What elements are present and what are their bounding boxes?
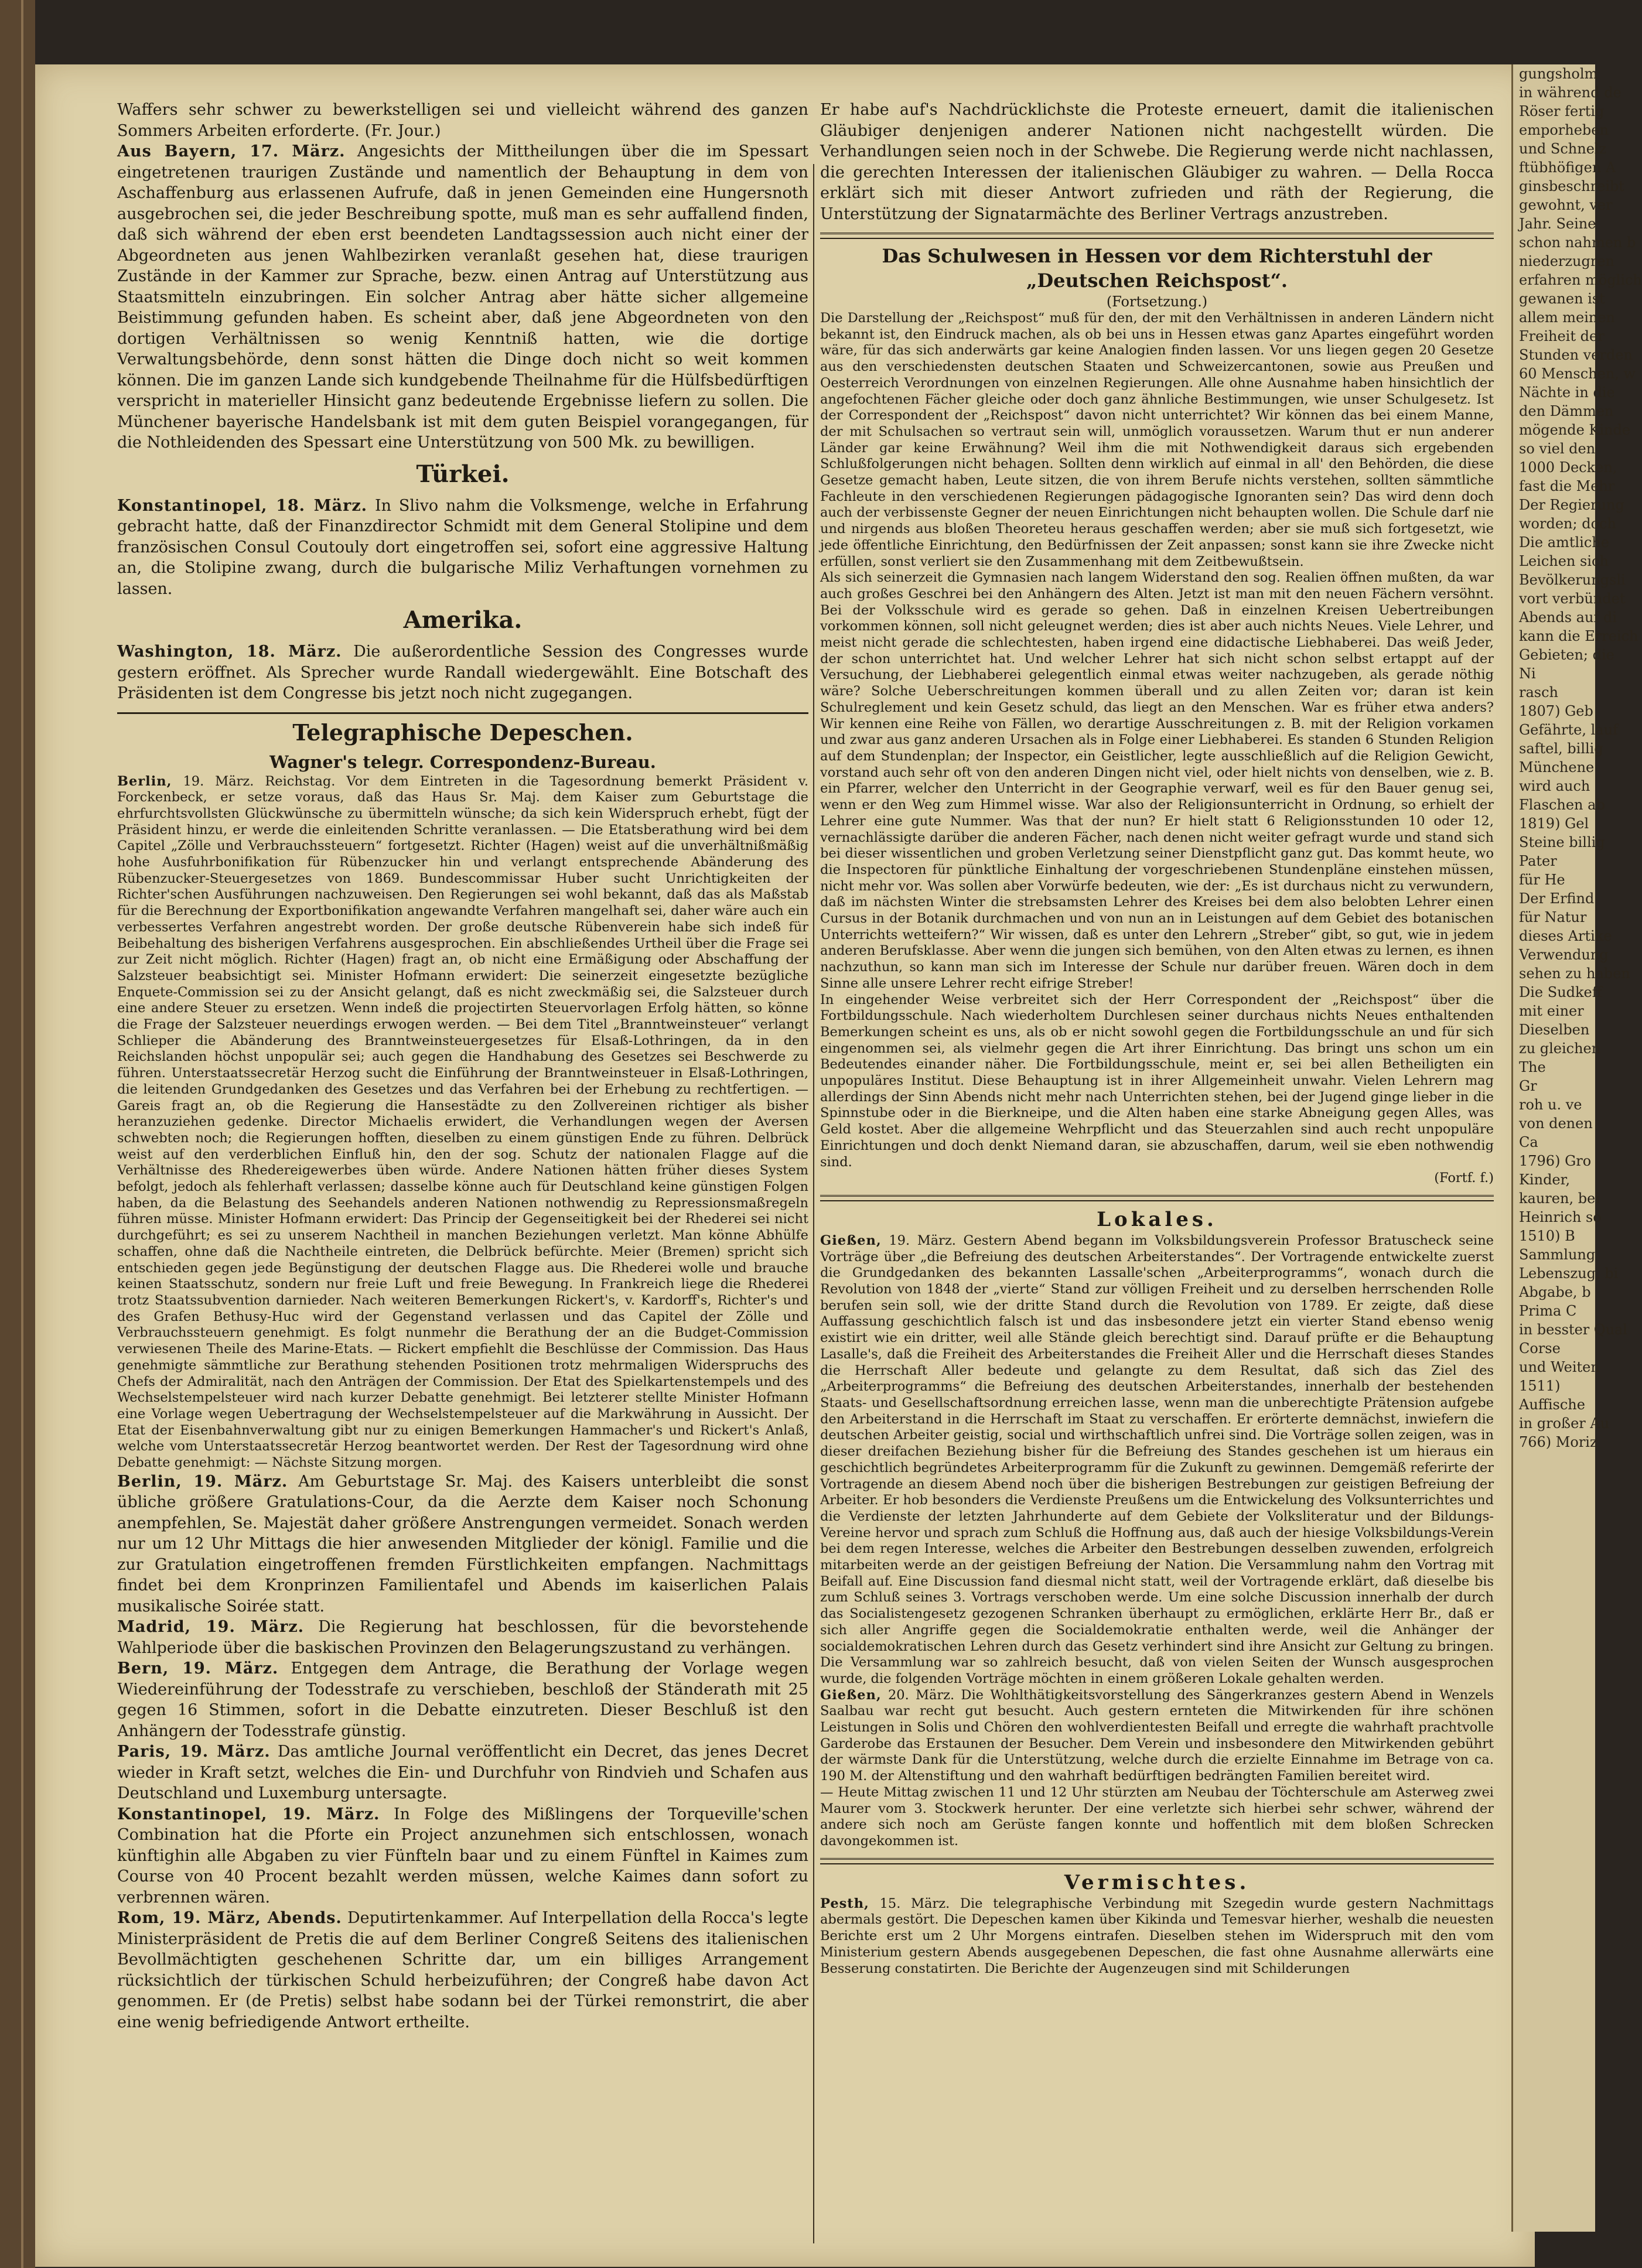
adjacent-page-fragment: gewohnt, ver <box>1519 197 1613 213</box>
schulwesen-fortsetzung-folgt: (Fortf. f.) <box>1434 1170 1494 1186</box>
article-pesth <box>820 1896 1494 1977</box>
article-bayern <box>117 141 808 453</box>
section-rule <box>820 233 1494 239</box>
adjacent-page-fragment: für He <box>1519 872 1565 888</box>
adjacent-page-fragment: dieses Artike <box>1519 928 1612 944</box>
adjacent-page-fragment: rasch <box>1519 684 1558 701</box>
dateline-washington: Washington, 18. März. <box>117 643 342 661</box>
subhead-correspondenz-bureau: Wagner's telegr. Correspondenz-Bureau. <box>269 752 656 772</box>
adjacent-page-fragment: ginsbeschreibt <box>1519 178 1624 194</box>
text-berlin-reichstag: 19. März. Reichstag. Vor dem Eintreten in die Tagesordnung bemerkt Präsident v. Forckenbeck, er setze voraus, daß das Haus Sr. Maj. dem Kaiser zum Geburtstage die ehrfurchtsvollsten Glückwünsche zu übermitteln wünsche; da sich kein Widerspruch erhebt, fügt der Präsident hinzu, er werde die einleitenden Schritte veranlassen. — Die Etatsberathung wird bei dem Capitel „Zölle und Verbrauchssteuern“ fortgesetzt. Richter (Hagen) weist auf die unverhältnißmäßig hohe Ausfuhrbonifikation für Rübenzucker hin und verlangt entsprechende Abänderung des Rübenzucker-Steuergesetzes von 1869. Bundescommissar Huber sucht Unrichtigkeiten der Richter'schen Ausführungen nachzuweisen. Den Regierungen sei wohl bekannt, daß das als Maßstab für die Berechnung der Exportbonifikation angewandte Verfahren mangelhaft sei, daher wäre auch ein verbessertes Verfahren angestrebt worden. Der große deutsche Rübenverein habe sich indeß für Beibehaltung des bisherigen Verfahrens ausgesprochen. Ein abschließendes Urtheil über die Frage sei zur Zeit nicht möglich. Richter (Hagen) fragt an, ob nicht eine Ermäßigung oder Abschaffung der Salzsteuer beabsichtigt sei. Minister Hofmann erwidert: Die seinerzeit eingesetzte bezügliche Enquete-Commission sei zu der Ansicht gelangt, daß es nicht zweckmäßig sei, die Salzsteuer durch eine andere Steuer zu ersetzen. Wenn indeß die projectirten Steuervorlagen Erfolg hätten, so könne die Frage der Salzsteuer neuerdings erwogen werden. — Bei dem Titel „Branntweinsteuer“ verlangt Schlieper die Abänderung des Branntweinsteuergesetzes für Elsaß-Lothringen, da in den Reichslanden höchst unpopulär sei; auch gegen die Handhabung des Gesetzes sei Beschwerde zu führen. Unterstaatssecretär Herzog sucht die Einführung der Branntweinsteuer in Elsaß-Lothringen, die leitenden Grundgedanken des Gesetzes und das Verfahren bei der Erhebung zu rechtfertigen. — Gareis fragt an, ob die Regierung die Hansestädte zu den Zollvereinen richtiger als bisher heranzuziehen gedenke. Director Michaelis erwidert, die Verhandlungen wegen der Aversen schwebten noch; die Regierungen hofften, dieselben zu einem günstigen Ende zu führen. Delbrück weist auf den verderblichen Einfluß hin, den der sog. Schutz der nationalen Flagge auf die Verhältnisse des Rhedereigewerbes üben würde. Andere Nationen hätten früher dieses System befolgt, jedoch als fehlerhaft verlassen; dasselbe könne auch für Deutschland keine günstigen Folgen haben, da die Belastung des Seehandels anderen Nationen nothwendig zu Repressionsmaßregeln führen müsse. Minister Hofmann erwidert: Das Princip der Gegenseitigkeit bei der Rhederei sei nicht durchgeführt; es sei zu unserem Nachtheil in manchen Beziehungen verletzt. Man könne Abhülfe schaffen, ohne daß die Nachtheile eintreten, die Delbrück befürchte. Meier (Bremen) spricht sich entschieden gegen jede Begünstigung der deutschen Flagge aus. Die Rhederei wolle und brauche keinen Staatsschutz, sondern nur freie Luft und freie Bewegung. In Frankreich liege die Rhederei trotz Staatssubvention darnieder. Nach weiteren Bemerkungen Rickert's, v. Kardorff's, Richter's und des Grafen Bethusy-Huc wird der Gegenstand verlassen und das Capitel der Zölle und Verbrauchssteuern genehmigt. Es folgt nunmehr die Berathung der an die Budget-Commission verwiesenen Theile des Marine-Etats. — Rickert empfiehlt die Beschlüsse der Commission. Das Haus genehmigte sämmtliche zur Berathung stehenden Positionen trotz mehrmaligen Widerspruchs des Chefs der Admiralität, nach den Anträgen der Commission. Der Etat des Spielkartenstempels und des Wechselstempelsteuer wird nach kurzer Debatte genehmigt. Bei letzterer stellte Minister Hofmann eine Vorlage wegen Uebertragung der Wechselstempelsteuer auf die Markwährung in Aussicht. Der Etat der Eisenbahnverwaltung gibt nur zu einigen Bemerkungen Hammacher's und Rickert's Anlaß, welche vom Unterstaatssecretär Herzog beantwortet werden. Der Rest der Tagesordnung wird ohne Debatte genehmigt: — Nächste Sitzung morgen. <box>117 773 808 1471</box>
article-paris <box>117 1741 808 1804</box>
text-paris: Das amtliche Journal veröffentlicht ein Decret, das jenes Decret wieder in Kraft setzt, welches die Ein- und Durchfuhr von Rindvieh und Schafen aus Deutschland und Luxemburg untersagte. <box>117 1743 808 1803</box>
article-rom <box>117 1908 808 2033</box>
article-giessen-3: — Heute Mittag zwischen 11 und 12 Uhr stürzten am Neubau der Töchterschule am Asterweg zwei Maurer vom 3. Stockwerk herunter. Der eine verletzte sich hierbei sehr schwer, während der andere sich noch am Gerüste fangen konnte und hoffentlich mit dem bloßen Schrecken davongekommen ist. <box>820 1784 1494 1849</box>
article-konstantinopel-2 <box>117 1804 808 1908</box>
adjacent-page-fragment: vort verbündet <box>1519 590 1626 607</box>
adjacent-page-fragment: allem meinen <box>1519 309 1616 326</box>
adjacent-page-fragment: Ca <box>1519 1134 1538 1150</box>
adjacent-page-fragment: fast die Mehr <box>1519 478 1615 494</box>
adjacent-page-fragment: 1000 Decken, <box>1519 459 1617 476</box>
adjacent-page-fragment: Bevölkerungsli <box>1519 572 1626 588</box>
adjacent-page-fragment: The <box>1519 1059 1546 1075</box>
adjacent-page-fragment: 1807) Geb <box>1519 703 1593 719</box>
article-berlin-reichstag <box>117 774 808 1471</box>
heading-tuerkei: Türkei. <box>416 460 510 488</box>
intro-paragraph: Waffers sehr schwer zu bewerkstelligen sei und vielleicht während des ganzen Sommers Arbeiten erforderte. (Fr. Jour.) <box>117 101 808 140</box>
newspaper-page <box>35 64 1535 2267</box>
dateline-berlin-1: Berlin, <box>117 773 172 789</box>
article-giessen-2 <box>820 1688 1494 1785</box>
adjacent-page-fragment: Dieselben <box>1519 1022 1590 1038</box>
adjacent-page-fragment: Pater <box>1519 853 1557 869</box>
dateline-bayern: Aus Bayern, 17. März. <box>117 142 346 160</box>
adjacent-page-fragment: Ni <box>1519 665 1536 682</box>
dateline-giessen-1: Gießen, <box>820 1232 882 1248</box>
adjacent-page-fragment: Gr <box>1519 1078 1537 1094</box>
heading-vermischtes: Vermischtes. <box>1064 1870 1250 1894</box>
adjacent-page-fragment: Abends auf di <box>1519 609 1617 626</box>
article-konstantinopel-1 <box>117 496 808 600</box>
article-berlin-2 <box>117 1471 808 1617</box>
section-rule <box>820 1195 1494 1201</box>
adjacent-page-fragment: Die amtliche <box>1519 534 1609 551</box>
adjacent-page-fragment: Der Erfind <box>1519 890 1595 907</box>
adjacent-page-fragment: sehen zu haben <box>1519 965 1630 982</box>
right-column <box>820 100 1494 1977</box>
adjacent-page-fragment: Freiheit der <box>1519 328 1605 344</box>
adjacent-page-fragment: erfahren möglich <box>1519 272 1642 288</box>
schulwesen-paragraph-3: In eingehender Weise verbreitet sich der Herr Correspondent der „Reichspost“ über die Fortbildungsschule. Nach wiederholtem Durchlesen seiner durchaus nichts Neues enthaltenden Bemerkungen scheint es uns, als ob er nicht sowohl gegen die Fortbildungsschule an und für sich eingenommen sei, als vielmehr gegen die Art ihrer Einrichtung. Das bringt uns schon um ein Bedeutendes einander näher. Die Fortbildungsschule, meint er, sei bei allen Betheiligten ein unpopuläres Institut. Diese Behauptung ist in ihrer Allgemeinheit unwahr. Vielen Lehrern mag allerdings der Sinn Abends nicht mehr nach Unterrichten stehen, bei der Jugend ginge lieber in die Spinnstube oder in die Bierkneipe, und die Alten haben eine starke Abneigung gegen Alles, was Geld kostet. Aber die allgemeine Wehrpflicht und das Steuerzahlen sind auch recht unpopuläre Einrichtungen und doch denkt Niemand daran, sie abzuschaffen, darum, weil sie eben nothwendig sind. <box>820 992 1494 1170</box>
schulwesen-paragraph-2: Als sich seinerzeit die Gymnasien nach langem Widerstand den sog. Realien öffnen mußten, da war auch großes Geschrei bei den Anhängern des Alten. Jetzt ist man mit den neuen Fächern versöhnt. Bei der Volksschule wird es gerade so gehen. Daß in einzelnen Kreisen Uebertreibungen vorkommen können, soll nicht geleugnet werden; dies ist aber auch nichts Neues. Viele Lehrer, und meist nicht gerade die schlechtesten, haben irgend eine didactische Liebhaberei. Das weiß Jeder, der schon unterrichtet hat. Und welcher Lehrer hat sich nicht schon selbst ertappt auf der Versuchung, der Liebhaberei gelegentlich einmal etwas weiter nachzugeben, als gerade nöthig wäre? Solche Ueberschreitungen kommen überall und zu allen Zeiten vor; daran ist kein Schulreglement und kein Gesetz schuld, das liegt an den Menschen. War es früher etwa anders? Wir kennen eine Reihe von Fällen, wo derartige Ausschreitungen z. B. mit der Religion vorkamen und zwar aus ganz anderen Ursachen als in Folge einer Liebhaberei. Es standen 6 Stunden Religion auf dem Stundenplan; der Inspector, ein Geistlicher, legte ausschließlich auf die Religion Gewicht, vorstand auch sehr oft von den anderen Dingen nicht viel, oder hielt nichts von denselben, wie z. B. ein Pfarrer, welcher den Unterricht in der Geographie verwarf, weil es für den Bauer genug sei, wenn er den Weg zum Himmel wisse. War also der Religionsunterricht in Ordnung, so erhielt der Lehrer eine gute Nummer. Was that der nun? Er hielt statt 6 Religionsstunden 10 oder 12, vernachlässigte darüber die anderen Fächer, nach denen nicht weiter gefragt wurde und stand sich bei dieser wissentlichen und groben Verletzung seiner Dienstpflicht ganz gut. Das kommt heute, wo die Inspectoren für pünktliche Einhaltung der vorgeschriebenen Stundenpläne einstehen müssen, nicht mehr vor. Was sollen aber Vorwürfe bedeuten, wie der: „Es ist durchaus nicht zu verwundern, daß im nächsten Winter die strebsamsten Lehrer des Kreises bei dem also belobten Lehrer einen Cursus in der Botanik durchmachen und von nun an in Leistungen auf dem Gebiet des botanischen Unterrichts wetteifern?“ Wir wissen, daß es unter den Lehrern „Streber“ gibt, so gut, wie in jedem anderen Berufsklasse. Aber wenn die jungen sich bemühen, von den Alten etwas zu lernen, es ihnen nachzuthun, so kann man sich im Interesse der Schule nur darüber freuen. Wären doch in dem Sinne alle unsere Lehrer recht eifrige Streber! <box>820 570 1494 991</box>
heading-amerika: Amerika. <box>403 606 523 634</box>
adjacent-page-fragment: worden; doch <box>1519 515 1616 532</box>
adjacent-page-fragment: Röser fertig <box>1519 103 1605 119</box>
adjacent-page-fragment: Lebenszug, bi <box>1519 1265 1619 1282</box>
text-konstantinopel-1: In Slivo nahm die Volksmenge, welche in Erfahrung gebracht hatte, daß der Finanzdirector Schmidt mit dem General Stolipine und dem französischen Consul Coutouly dort eingetroffen sei, sofort eine aggressive Haltung an, die Stolipine zwang, durch die bulgarische Miliz Verhaftungen vornehmen zu lassen. <box>117 496 808 598</box>
adjacent-page-fragment: ftübhöfigen A <box>1519 159 1616 176</box>
dateline-rom: Rom, 19. März, Abends. <box>117 1909 342 1928</box>
text-konstantinopel-2: In Folge des Mißlingens der Torqueville'schen Combination hat die Pforte ein Project anzunehmen sich entschlossen, wonach künftighin alle Abgaben zu vier Fünfteln baar und zu einem Fünftel in Kaimes zum Course von 40 Procent bezahlt werden müssen, welche Kaimes dann sofort zu verbrennen wären. <box>117 1805 808 1907</box>
text-madrid: Die Regierung hat beschlossen, für die bevorstehende Wahlperiode über die baskischen Provinzen den Belagerungszustand zu verhängen. <box>117 1618 808 1657</box>
schulwesen-paragraph-1: Die Darstellung der „Reichspost“ muß für den, der mit den Verhältnissen in anderen Ländern nicht bekannt ist, den Eindruck machen, als ob bei uns in Hessen etwas ganz Apartes eingeführt worden wäre, für das sich anderwärts gar keine Analogien finden lassen. Vor uns liegen gegen 20 Gesetze aus den verschiedensten deutschen Staaten und Schweizercantonen, sowie aus Preußen und Oesterreich Verordnungen von einzelnen Regierungen. Alle ohne Ausnahme haben hinsichtlich der angefochtenen Fächer gleiche oder doch ganz ähnliche Bestimmungen, wie unser Schulgesetz. Ist der Correspondent der „Reichspost“ davon nicht unterrichtet? Wir können das bei einem Manne, der mit Schulsachen so vertraut sein will, unmöglich voraussetzen. Warum thut er nun anderer Länder gar keine Erwähnung? Weil ihm die mit Nothwendigkeit daraus sich ergebenden Schlußfolgerungen nicht behagen. Sollten denn wirklich auf einmal in all' den Behörden, die diese Gesetze gemacht haben, Leute sitzen, die von ihrem Berufe nichts verstehen, sollten sämmtliche Fachleute in den verschiedenen Regierungen pädagogische Ignoranten sein? Das wird denn doch auch der verbissenste Gegner der neuen Einrichtungen nicht behaupten wollen. Die Schule darf nie und nirgends aus bloßen Theoreteu heraus geschaffen werden; aber sie muß sich fortgesetzt, wie jede öffentliche Einrichtung, den Bedürfnissen der Zeit anpassen; sonst kann sie ihre Zwecke nicht erfüllen, sonst verliert sie den Zusammenhang mit dem Zeitbewußtsein. <box>820 310 1494 569</box>
adjacent-page-fragment: wird auch <box>1519 778 1590 794</box>
adjacent-page-fragment: und Weiten <box>1519 1359 1600 1375</box>
text-pesth: 15. März. Die telegraphische Verbindung mit Szegedin wurde gestern Nachmittags abermals gestört. Die Depeschen kamen über Kikinda und Temesvar hierher, weshalb die neuesten Berichte erst um 2 Uhr Morgens eintrafen. Dieselben stehen im Widerspruch mit den vom Ministerium gestern Abends ausgegebenen Depeschen, die fast ohne Ausnahme allerwärts eine Besserung constatirten. Die Berichte der Augenzeugen sind mit Schilderungen <box>820 1895 1494 1976</box>
adjacent-page-fragment: kauren, bei <box>1519 1190 1600 1207</box>
adjacent-page-fragment: gewanen ist <box>1519 291 1605 307</box>
text-bayern: Angesichts der Mittheilungen über die im Spessart eingetretenen traurigen Zustände und namentlich der Behauptung in dem von Aschaffenburg aus erlassenen Aufrufe, daß in jenen Gemeinden eine Hungersnoth ausgebrochen sei, die jeder Beschreibung spotte, muß man es sehr auffallend finden, daß sich während der eben erst beendeten Landtagssession auch nicht einer der Abgeordneten aus jenen Wahlbezirken veranlaßt gesehen hat, diese traurigen Zustände in der Kammer zur Sprache, bezw. einen Antrag auf Unterstützung aus Staatsmitteln einzubringen. Ein solcher Antrag aber hätte sicher allgemeine Beistimmung gefunden haben. Es scheint aber, daß jene Abgeordneten von den dortigen Verhältnissen so wenig Kenntniß hatten, wie die dortige Verwaltungsbehörde, denn sonst hätten die Dinge doch nicht so weit kommen können. Die im ganzen Lande sich kundgebende Theilnahme für die Hülfsbedürftigen verspricht in materieller Hinsicht ganz bedeutende Ergebnisse liefern zu sollen. Die Münchener bayerische Handelsbank ist mit dem guten Beispiel vorangegangen, für die Nothleidenden des Spessart eine Unterstützung von 500 Mk. zu bewilligen. <box>117 142 809 452</box>
adjacent-page-fragment: den Dämmen <box>1519 403 1614 419</box>
book-spine <box>0 0 35 2268</box>
adjacent-page-fragment: mit einer <box>1519 1003 1584 1019</box>
text-giessen-1: 19. März. Gestern Abend begann im Volksbildungsverein Professor Bratuscheck seine Vorträge über „die Befreiung des deutschen Arbeiterstandes“. Der Vortragende entwickelte zuerst die Grundgedanken des bekannten Lassalle'schen „Arbeiterprogramms“, wonach durch die Revolution von 1848 der „vierte“ Stand zur völligen Freiheit und zu derselben herrschenden Rolle berufen sein soll, wie der dritte Stand durch die Revolution von 1789. Er zeigte, daß diese Auffassung geschichtlich falsch ist und das insbesondere jetzt ein vierter Stand ebenso wenig existirt wie ein dritter, weil alle Stände gleich berechtigt sind. Darauf prüfte er die Behauptung Lasalle's, daß die Freiheit des Arbeiterstandes die Freiheit Aller und die Herrschaft dieses Standes die Herrschaft Aller bedeute und gelangte zu dem Resultat, daß sich das Ziel des „Arbeiterprogramms“ die Befreiung des deutschen Arbeiterstandes, innerhalb der bestehenden Staats- und Gesellschaftsordnung erreichen lasse, wenn man die unberechtigte Prätension aufgebe den Arbeiterstand in die Herrschaft im Staat zu verschaffen. Er erörterte demnächst, inwiefern die deutschen Arbeiter geistig, social und wirthschaftlich unfrei sind. Die Vorträge sollen zeigen, was in dieser dreifachen Beziehung bisher für die Befreiung des Standes geschehen ist um hieraus ein geschichtlich begründetes Arbeiterprogramm für die Zukunft zu gewinnen. Demgemäß referirte der Vortragende an diesem Abend noch über die bisherigen Bestrebungen zur geistigen Befreiung der Arbeiter. Er hob besonders die Verdienste Preußens um die Entwickelung des Volksunterrichtes und die Verdienste der letzten Jahrhunderte auf dem Gebiete der Volksliteratur und der Bildungs-Vereine hervor und sprach zum Schluß die Hoffnung aus, daß auch der hiesige Volksbildungs-Verein bei dem regen Interesse, welches die Arbeiter den Bestrebungen desselben zuwenden, erfolgreich mitarbeiten werde an der geistigen Befreiung der Nation. Die Versammlung nahm den Vortrag mit Beifall auf. Eine Discussion fand diesmal nicht statt, weil der Vortragende erklärt, daß dieselbe bis zum Schluß seines 3. Vortrags verschoben werde. Um eine solche Discussion innerhalb der durch das Socialistengesetz gezogenen Schranken überhaupt zu ermöglichen, erklärte Herr Br., daß er sich aller Angriffe gegen die Socialdemokratie enthalten werde, weil die Anhänger der socialdemokratischen Lehren durch das Gesetz verhindert sind ihre Ansicht zur Geltung zu bringen. Die Versammlung war so zahlreich besucht, daß von vielen Seiten der Wunsch ausgesprochen wurde, die folgenden Vorträge möchten in einem größeren Lokale gehalten werden. <box>820 1232 1494 1686</box>
adjacent-page-fragment: 1819) Gel <box>1519 815 1589 832</box>
dateline-konstantinopel-2: Konstantinopel, 19. März. <box>117 1805 380 1823</box>
adjacent-page-fragment: Corse <box>1519 1340 1561 1357</box>
article-washington <box>117 641 808 704</box>
adjacent-page-fragment: 60 Menschen, w <box>1519 366 1636 382</box>
adjacent-page-fragment: 1511) <box>1519 1378 1561 1394</box>
adjacent-page-fragment: für Natur <box>1519 909 1587 925</box>
dateline-berlin-2: Berlin, 19. März. <box>117 1472 288 1491</box>
adjacent-page-fragment: schon nahmen b <box>1519 234 1636 251</box>
adjacent-page-fragment: gungsholm <box>1519 66 1598 82</box>
section-rule <box>820 1858 1494 1864</box>
adjacent-page-fragment: saftel, billig <box>1519 740 1603 757</box>
adjacent-page-fragment: mögende Kinde <box>1519 422 1631 438</box>
adjacent-page-fragment: Die Sudkeff <box>1519 984 1602 1000</box>
adjacent-page-fragment: und Schnelz <box>1519 141 1607 157</box>
text-giessen-2: 20. März. Die Wohlthätigkeitsvorstellung des Sängerkranzes gestern Abend in Wenzels Saalbau war recht gut besucht. Auch gestern ernteten die Mitwirkenden für ihre schönen Leistungen in Solis und Chören den wohlverdientesten Beifall und erregte die wahrhaft prachtvolle Garderobe das Erstaunen der Besucher. Dem Verein und insbesondere den Mitwirkenden gebührt der wärmste Dank für die Unterstützung, welche durch die erzielte Einnahme im Betrage von ca. 190 M. der Altenstiftung und den wahrhaft bedürftigen bedrängten Familien bereitet wird. <box>820 1687 1494 1784</box>
adjacent-page-fragment: Nächte in die <box>1519 384 1615 401</box>
adjacent-page-fragment: Kinder, <box>1519 1171 1571 1188</box>
heading-schulwesen: Das Schulwesen in Hessen vor dem Richterstuhl der „Deutschen Reichspost“. <box>882 245 1432 292</box>
adjacent-page-fragment: Leichen sich <box>1519 553 1609 569</box>
text-berlin-2: Am Geburtstage Sr. Maj. des Kaisers unterbleibt die sonst übliche größere Gratulations-Cour, da die Aerzte dem Kaiser noch Schonung anempfehlen, Se. Majestät daher größere Anstrengungen vermeidet. Sonach werden nur um 12 Uhr Mittags die hier anwesenden Mitglieder der königl. Familie und die zur Gratulation eingetroffenen fremden Fürstlichkeiten empfangen. Nachmittags findet bei dem Kronprinzen Familientafel und Abends im kaiserlichen Palais musikalische Soirée statt. <box>117 1472 808 1615</box>
adjacent-page-fragment: in während de <box>1519 84 1621 101</box>
adjacent-page-fragment: so viel den <box>1519 440 1596 457</box>
adjacent-page-fragment: Prima C <box>1519 1303 1577 1319</box>
dateline-bern: Bern, 19. März. <box>117 1659 279 1678</box>
fortsetzung-label: (Fortsetzung.) <box>1106 293 1208 310</box>
adjacent-page-fragment: in besster Qual <box>1519 1321 1628 1338</box>
adjacent-page-fragment: Auffische <box>1519 1396 1585 1413</box>
adjacent-page-fragment: Heinrich so <box>1519 1209 1602 1225</box>
adjacent-page-fragment: Sammlung <box>1519 1246 1596 1263</box>
adjacent-page-fragment: Verwendung <box>1519 947 1609 963</box>
text-rom: Deputirtenkammer. Auf Interpellation della Rocca's legte Ministerpräsident de Pretis die auf dem Berliner Congreß Seitens des italienischen Bevollmächtigten geschehenen Schritte dar, um ein billiges Arrangement rücksichtlich der türkischen Schuld herbeizuführen; der Congreß habe davon Act genommen. Er (de Pretis) selbst habe sodann bei der Türkei remonstrirt, die aber eine wenig befriedigende Antwort ertheilte. <box>117 1909 808 2031</box>
column-divider <box>813 164 814 2243</box>
rom-continuation: Er habe auf's Nachdrücklichste die Proteste erneuert, damit die italienischen Gläubiger denjenigen anderer Nationen nicht nachgestellt würden. Die Verhandlungen seien noch in der Schwebe. Die Regierung werde nicht nachlassen, die gerechten Interessen der italienischen Gläubiger zu wahren. — Della Rocca erklärt sich mit dieser Antwort zufrieden und räth der Regierung, die Unterstützung der Signatarmächte des Berliner Vertrags anzustreben. <box>820 101 1494 223</box>
dateline-giessen-2: Gießen, <box>820 1687 882 1703</box>
adjacent-page-fragment: roh u. ve <box>1519 1097 1582 1113</box>
adjacent-page-fragment: Gefährte, lauf <box>1519 722 1618 738</box>
section-rule <box>117 712 808 714</box>
adjacent-page-fragment: Münchene <box>1519 759 1595 776</box>
adjacent-page-fragment: Jahr. Seine <box>1519 216 1596 232</box>
heading-telegraphische-depeschen: Telegraphische Depeschen. <box>292 719 633 746</box>
article-madrid <box>117 1617 808 1658</box>
adjacent-page-fragment: Gebieten; die <box>1519 647 1614 663</box>
adjacent-page-fragment: emporheben <box>1519 122 1609 138</box>
adjacent-page-fragment: 1796) Gro <box>1519 1153 1592 1169</box>
left-column <box>117 100 808 2033</box>
dateline-konstantinopel-1: Konstantinopel, 18. März. <box>117 496 368 515</box>
heading-lokales: Lokales. <box>1097 1207 1217 1231</box>
dateline-paris: Paris, 19. März. <box>117 1743 271 1761</box>
adjacent-page-fragment: Der Regierung <box>1519 497 1624 513</box>
adjacent-page-fragment: Stunden verden <box>1519 347 1633 363</box>
article-bern <box>117 1658 808 1741</box>
adjacent-page-fragment: in großer Au <box>1519 1415 1610 1432</box>
adjacent-page-fragment: Steine billig <box>1519 834 1605 850</box>
adjacent-page-fragment: Abgabe, b <box>1519 1284 1591 1300</box>
adjacent-page-fragment: zu gleichen <box>1519 1040 1601 1057</box>
article-giessen-1 <box>820 1233 1494 1688</box>
text-washington: Die außerordentliche Session des Congresses wurde gestern eröffnet. Als Sprecher wurde Randall wiedergewählt. Eine Botschaft des Präsidenten ist dem Congresse bis jetzt noch nicht zugegangen. <box>117 643 808 702</box>
adjacent-page-fragment: 1510) B <box>1519 1228 1575 1244</box>
adjacent-page-edge <box>1511 64 1642 2232</box>
dateline-pesth: Pesth, <box>820 1895 869 1911</box>
adjacent-page-fragment: niederzugren <box>1519 253 1614 269</box>
adjacent-page-fragment: 766) Moriz <box>1519 1434 1597 1450</box>
dateline-madrid: Madrid, 19. März. <box>117 1618 305 1637</box>
adjacent-page-fragment: Flaschen ab <box>1519 797 1605 813</box>
text-bern: Entgegen dem Antrage, die Berathung der Vorlage wegen Wiedereinführung der Todesstrafe zu verschieben, beschloß der Ständerath mit 25 gegen 16 Stimmen, sofort in die Debatte einzutreten. Dieser Beschluß ist den Anhängern der Todesstrafe günstig. <box>117 1659 808 1740</box>
adjacent-page-fragment: kann die Erreich <box>1519 628 1638 644</box>
adjacent-page-fragment: von denen <box>1519 1115 1593 1132</box>
